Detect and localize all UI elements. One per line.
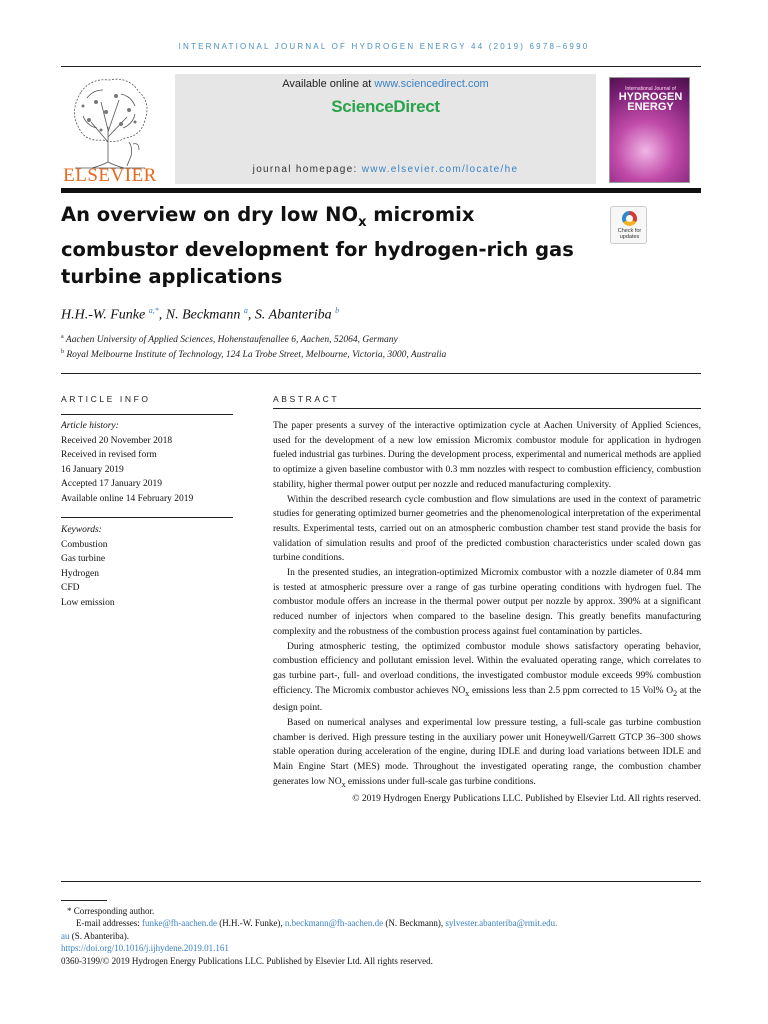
abstract-paragraph [273, 640, 701, 716]
article-info-heading: ARTICLE INFO [61, 394, 151, 404]
affiliation-b [61, 349, 446, 360]
history-item: Received in revised form [61, 450, 157, 461]
email-link[interactable]: sylvester.abanteriba@rmit.edu. [445, 918, 558, 929]
history-item: 16 January 2019 [61, 464, 124, 475]
abstract-text: Based on numerical analyses and experimental low pressure testing, a full-scale gas turbine combustion chamber is derived. High pressure testing in the auxiliary power unit Honeywell/Garrett GTCP 36–300 shows stable operation during acceleration of the engine, during IDLE and during load variations between IDLE and Main Engine Start (MES) mode. Throughout the investigated operating range, the combustion chamber generates low NO [273, 717, 701, 787]
email-owner: (N. Beckmann), [383, 918, 446, 929]
journal-homepage [175, 164, 596, 175]
abstract-text: emissions under full-scale gas turbine conditions. [345, 776, 536, 787]
title-part-1: An overview on dry low NO [61, 203, 359, 226]
email-owner: (S. Abanteriba). [69, 930, 129, 941]
elsevier-wordmark: ELSEVIER [63, 165, 157, 186]
affiliation-a [61, 334, 398, 345]
abstract-divider [273, 408, 701, 409]
affiliation-text: Aachen University of Applied Sciences, Hohenstaufenallee 6, Aachen, 52064, Germany [65, 335, 398, 346]
abstract-text: at the design point. [273, 685, 701, 714]
journal-header: INTERNATIONAL JOURNAL OF HYDROGEN ENERGY 44 (2019) 6978–6990 [178, 42, 590, 51]
sciencedirect-brand: ScienceDirect [331, 97, 440, 116]
subscript: x [465, 688, 470, 698]
email-label: E-mail addresses: [76, 918, 142, 929]
author-affiliation-mark[interactable]: b [335, 306, 340, 315]
abstract-paragraph: In the presented studies, an integration-optimized Micromix combustor with a nozzle diameter of 0.84 mm is tested at atmospheric pressure over a range of gas turbine operating conditions with hydrogen fuel. The combustor module offers an increase in the thermal power output per nozzle by approx. 390% at a significant reduced number of injectors when compared to the baseline design. This greatly benefits manufacturing complexity and the robustness of the combustion process against fuel contamination by particles. [273, 568, 701, 637]
cover-title-small: International Journal of [625, 86, 676, 92]
author-list: H.H.-W. Funke $^{a,*}$, N. Beckmann $^a$, S. Abanteriba $^b$ [61, 306, 340, 323]
cover-title-large: HYDROGEN ENERGY [618, 91, 683, 113]
email-link[interactable]: n.beckmann@fh-aachen.de [284, 918, 384, 929]
keyword-item[interactable]: Hydrogen [61, 568, 99, 579]
keyword-item[interactable]: Low emission [61, 597, 115, 608]
abstract-paragraph: The paper presents a survey of the interactive optimization cycle at Aachen University of Applied Sciences, used for the development of a new low emission Micromix combustor module for application in hydrogen fueled industrial gas turbines. During the development process, experimental and numerical methods are applied to optimize a given baseline combustor with 0.3 mm nozzles with respect to combustion efficiency, combustion stability, higher thermal power output per nozzle and reduced manufacturing complexity. [273, 421, 701, 490]
history-item: Received 20 November 2018 [61, 435, 173, 446]
affiliation-mark: b [61, 349, 64, 355]
abstract-text: emissions less than 2.5 ppm corrected to 15 Vol% O [469, 685, 674, 696]
header-thick-divider [61, 188, 701, 193]
available-online-label: Available online at [282, 78, 375, 90]
history-item: Accepted 17 January 2019 [61, 479, 163, 490]
title-part-2: micromix combustor development for hydrogen-rich gas turbine applications [61, 203, 574, 288]
crossmark-icon-center [626, 215, 633, 222]
subscript: 2 [673, 688, 678, 698]
footnote-divider [61, 900, 107, 901]
bottom-divider [61, 881, 701, 882]
author-name[interactable]: H.H.-W. Funke [61, 307, 146, 323]
journal-cover-image[interactable] [609, 77, 690, 183]
article-info-divider [61, 414, 233, 415]
author-affiliation-mark[interactable]: a,* [148, 306, 159, 315]
email-continuation [61, 930, 701, 942]
abstract-text: During atmospheric testing, the optimized combustor module shows satisfactory operating behavior, combustion efficiency and pollutant emission level. Within the evaluated operating range, which correlates to gas turbine part-, full- and overload conditions, the investigated combustor module exceeds 99% combustion efficiency. The Micromix combustor achieves NO [273, 641, 701, 696]
corresponding-author-note: * Corresponding author. [67, 906, 155, 916]
keyword-item[interactable]: CFD [61, 583, 80, 594]
author-affiliation-mark[interactable]: a [243, 306, 248, 315]
keywords-divider [61, 517, 233, 518]
doi-link[interactable]: https://doi.org/10.1016/j.ijhydene.2019.01.161 [61, 943, 229, 954]
check-for-updates-button[interactable] [610, 206, 647, 244]
title-subscript: x [358, 214, 367, 230]
subscript: x [341, 779, 346, 789]
keyword-item[interactable]: Combustion [61, 539, 108, 550]
email-link[interactable]: funke@fh-aachen.de [141, 918, 217, 929]
author-name[interactable]: S. Abanteriba [254, 307, 332, 323]
history-item: Available online 14 February 2019 [61, 493, 194, 504]
email-addresses [61, 917, 701, 929]
homepage-link[interactable]: www.elsevier.com/locate/he [361, 164, 519, 175]
abstract-copyright: © 2019 Hydrogen Energy Publications LLC. Published by Elsevier Ltd. All rights reserved. [352, 794, 701, 805]
keywords [61, 523, 236, 611]
abstract-body [273, 419, 701, 807]
email-owner: (H.H.-W. Funke), [216, 918, 285, 929]
homepage-label: journal homepage: [252, 164, 362, 175]
affiliation-mark: a [61, 334, 64, 340]
email-link[interactable]: au [61, 930, 70, 941]
abstract-paragraph: Within the described research cycle combustion and flow simulations are used in the context of parametric studies for generating optimized burner geometries and the phenomenological interpretation of the experimental results. Experimental tests, carried out on an atmospheric combustion chamber test stand provide the basis for validation of simulation results and proof of the predicted combustion characteristics under scaled down gas turbine conditions. [273, 494, 701, 564]
check-for-updates-label: Check for updates [617, 228, 642, 240]
abstract-heading: ABSTRACT [273, 394, 340, 404]
affiliation-text: Royal Melbourne Institute of Technology, 124 La Trobe Street, Melbourne, Victoria, 3000, Australia [66, 350, 447, 361]
available-online [175, 78, 596, 90]
issn-copyright: 0360-3199/© 2019 Hydrogen Energy Publications LLC. Published by Elsevier Ltd. All rights reserved. [61, 955, 433, 966]
article-title [61, 201, 591, 290]
keyword-item[interactable]: Gas turbine [61, 554, 106, 565]
keywords-label: Keywords: [61, 525, 102, 535]
abstract-paragraph [273, 716, 701, 792]
footnotes [61, 905, 701, 967]
author-name[interactable]: N. Beckmann [165, 307, 241, 323]
sciencedirect-link[interactable]: www.sciencedirect.com [374, 78, 489, 90]
section-divider [61, 373, 701, 374]
article-history [61, 419, 236, 507]
top-divider [61, 66, 701, 67]
article-history-label: Article history: [61, 421, 119, 431]
